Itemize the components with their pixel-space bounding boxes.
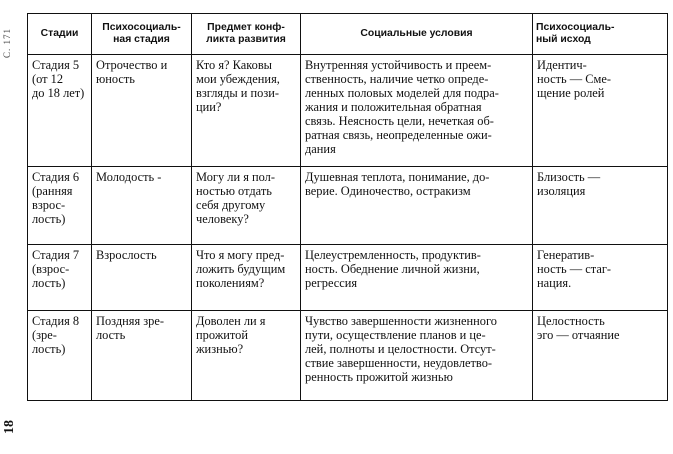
table-row — [28, 55, 668, 167]
table-cell: Душевная теплота, понимание, до- верие. Одиночество, остракизм — [301, 167, 533, 245]
page-number: 18 — [2, 420, 17, 434]
table-cell: Целостность эго — отчаяние — [533, 311, 668, 401]
table-cell: Стадия 5 (от 12 до 18 лет) — [28, 55, 92, 167]
table-cell: Идентич- ность — Сме- щение ролей — [533, 55, 668, 167]
header-psychosocial-outcome: Психосоциаль- ный исход — [533, 14, 668, 55]
table-cell: Генератив- ность — стаг- нация. — [533, 245, 668, 311]
table-cell: Стадия 6 (ранняя взрос- лость) — [28, 167, 92, 245]
table-cell: Чувство завершенности жизненного пути, осуществление планов и це- лей, полноты и целостности. Отсут- ствие завершенности, неудовлетво- ренность прожитой жизнью — [301, 311, 533, 401]
table-cell: Отрочество и юность — [92, 55, 192, 167]
table-header-row — [28, 14, 668, 55]
margin-mark: С. 171 — [2, 28, 12, 59]
header-social-conditions: Социальные условия — [301, 14, 533, 55]
table-cell: Кто я? Каковы мои убеждения, взгляды и пози- ции? — [192, 55, 301, 167]
table-cell: Внутренняя устойчивость и преем- ственность, наличие четко опреде- ленных половых моделей для подра- жания и положительная обратная связь. Неясность цели, нечеткая об- ратная связь, неопределенные ожи- дания — [301, 55, 533, 167]
header-conflict-subject: Предмет конф- ликта развития — [192, 14, 301, 55]
header-stage: Стадии — [28, 14, 92, 55]
table-cell: Целеустремленность, продуктив- ность. Обеднение личной жизни, регрессия — [301, 245, 533, 311]
table-cell: Поздняя зре- лость — [92, 311, 192, 401]
table-cell: Стадия 8 (зре- лость) — [28, 311, 92, 401]
table-cell: Доволен ли я прожитой жизнью? — [192, 311, 301, 401]
table-cell: Взрослость — [92, 245, 192, 311]
table-row — [28, 245, 668, 311]
table-cell: Что я могу пред- ложить будущим поколениям? — [192, 245, 301, 311]
table-cell: Молодость - — [92, 167, 192, 245]
table-cell: Стадия 7 (взрос- лость) — [28, 245, 92, 311]
table-row — [28, 167, 668, 245]
header-psychosocial-stage: Психосоциаль- ная стадия — [92, 14, 192, 55]
erikson-stages-table — [27, 13, 668, 401]
table-cell: Близость — изоляция — [533, 167, 668, 245]
table-cell: Могу ли я пол- ностью отдать себя другому человеку? — [192, 167, 301, 245]
table-row — [28, 311, 668, 401]
